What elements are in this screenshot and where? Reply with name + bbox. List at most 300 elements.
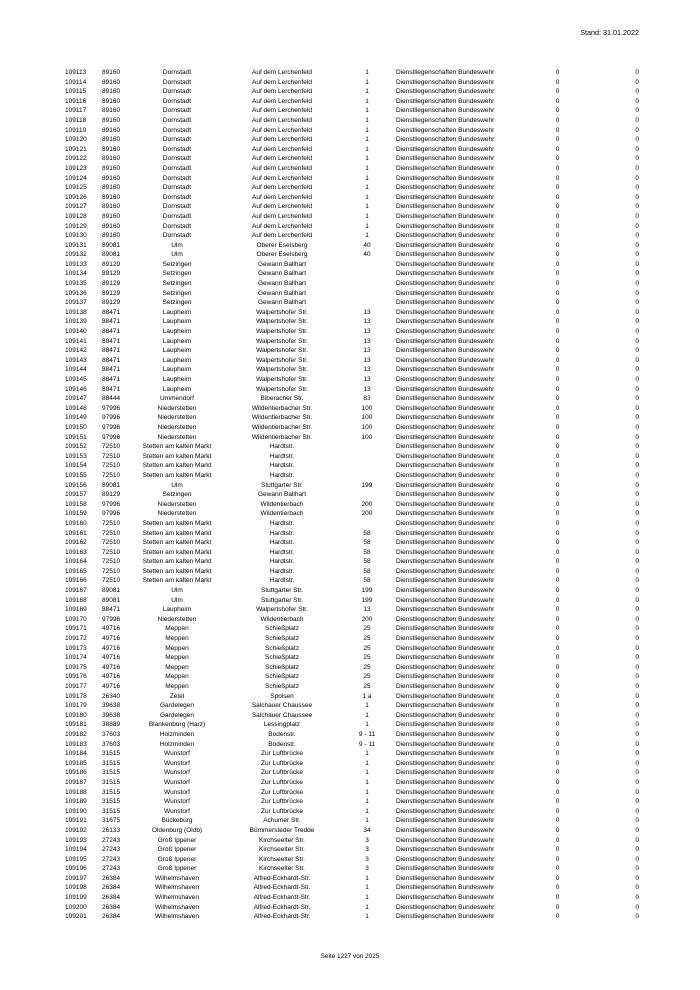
strasse-cell: Walpertshofer Str. xyxy=(256,318,308,326)
plz-cell: 72510 xyxy=(102,443,121,451)
strasse-cell: Achumer Str. xyxy=(263,817,301,825)
id-cell: 109190 xyxy=(65,807,87,815)
kategorie-cell: Dienstliegenschaften Bundeswehr xyxy=(396,903,495,911)
plz-cell: 89160 xyxy=(102,174,121,182)
table-row xyxy=(65,788,647,798)
plz-cell: 89160 xyxy=(102,193,121,201)
plz-cell: 89160 xyxy=(102,203,121,211)
table-body xyxy=(65,68,647,922)
table-row xyxy=(65,250,647,260)
wert2-cell: 0 xyxy=(635,778,639,786)
wert1-cell: 0 xyxy=(555,721,560,729)
plz-cell: 89160 xyxy=(102,136,121,144)
hausnummer-cell: 1 xyxy=(365,817,369,825)
id-cell: 109197 xyxy=(65,874,87,882)
kategorie-cell: Dienstliegenschaften Bundeswehr xyxy=(396,846,495,854)
plz-cell: 89129 xyxy=(102,299,121,307)
id-cell: 109172 xyxy=(65,635,87,643)
ort-cell: Dornstadt xyxy=(162,145,192,153)
kategorie-cell: Dienstliegenschaften Bundeswehr xyxy=(396,567,495,575)
ort-cell: Wilhelmshaven xyxy=(154,903,200,911)
ort-cell: Dornstadt xyxy=(162,69,192,76)
table-row xyxy=(65,356,647,366)
strasse-cell: Stuttgarter Str. xyxy=(261,481,303,489)
wert2-cell: 0 xyxy=(635,280,639,288)
kategorie-cell: Dienstliegenschaften Bundeswehr xyxy=(396,433,495,441)
plz-cell: 72510 xyxy=(102,558,121,566)
strasse-cell: Hardtstr. xyxy=(269,539,295,547)
kategorie-cell: Dienstliegenschaften Bundeswehr xyxy=(396,481,495,489)
strasse-cell: Auf dem Lerchenfeld xyxy=(252,155,312,163)
table-row xyxy=(65,624,647,634)
id-cell: 109115 xyxy=(65,88,87,96)
kategorie-cell: Dienstliegenschaften Bundeswehr xyxy=(396,203,495,211)
hausnummer-cell: 58 xyxy=(363,548,371,556)
wert2-cell: 0 xyxy=(635,769,639,777)
kategorie-cell: Dienstliegenschaften Bundeswehr xyxy=(396,241,495,249)
hausnummer-cell: 58 xyxy=(363,539,371,547)
wert2-cell: 0 xyxy=(635,750,639,758)
plz-cell: 31515 xyxy=(102,798,121,806)
hausnummer-cell: 199 xyxy=(361,481,373,489)
id-cell: 109187 xyxy=(65,778,87,786)
hausnummer-cell: 1 xyxy=(365,174,369,182)
hausnummer-cell: 1 xyxy=(365,193,369,201)
table-row xyxy=(65,586,647,596)
table-row xyxy=(65,164,647,174)
ort-cell: Dornstadt xyxy=(162,136,192,144)
wert1-cell: 0 xyxy=(555,193,560,201)
id-cell: 109178 xyxy=(65,692,87,700)
strasse-cell: Hardtstr. xyxy=(269,471,295,479)
plz-cell: 39638 xyxy=(102,702,121,710)
wert2-cell: 0 xyxy=(635,692,639,700)
wert1-cell: 0 xyxy=(555,702,560,710)
plz-cell: 89160 xyxy=(102,88,121,96)
plz-cell: 37603 xyxy=(102,740,121,748)
hausnummer-cell: 13 xyxy=(363,328,371,336)
ort-cell: Meppen xyxy=(165,625,189,633)
wert2-cell: 0 xyxy=(635,270,639,278)
hausnummer-cell: 1 xyxy=(365,184,369,192)
kategorie-cell: Dienstliegenschaften Bundeswehr xyxy=(396,577,495,585)
ort-cell: Stetten am kalten Markt xyxy=(142,548,212,556)
table-row xyxy=(65,442,647,452)
ort-cell: Ulm xyxy=(171,481,183,489)
kategorie-cell: Dienstliegenschaften Bundeswehr xyxy=(396,78,495,86)
id-cell: 109181 xyxy=(65,721,87,729)
wert2-cell: 0 xyxy=(635,635,639,643)
plz-cell: 89160 xyxy=(102,107,121,115)
id-cell: 109162 xyxy=(65,539,87,547)
ort-cell: Wilhelmshaven xyxy=(154,913,200,921)
kategorie-cell: Dienstliegenschaften Bundeswehr xyxy=(396,500,495,508)
kategorie-cell: Dienstliegenschaften Bundeswehr xyxy=(396,874,495,882)
id-cell: 109174 xyxy=(65,654,87,662)
ort-cell: Ulm xyxy=(171,251,183,259)
wert1-cell: 0 xyxy=(555,913,560,921)
kategorie-cell: Dienstliegenschaften Bundeswehr xyxy=(396,769,495,777)
table-row xyxy=(65,816,647,826)
table-row xyxy=(65,576,647,586)
table-row xyxy=(65,701,647,711)
id-cell: 109186 xyxy=(65,769,87,777)
plz-cell: 89160 xyxy=(102,164,121,172)
table-row xyxy=(65,663,647,673)
id-cell: 109151 xyxy=(65,433,87,441)
hausnummer-cell: 100 xyxy=(361,423,373,431)
wert2-cell: 0 xyxy=(635,251,639,259)
plz-cell: 89160 xyxy=(102,145,121,153)
wert2-cell: 0 xyxy=(635,241,639,249)
id-cell: 109165 xyxy=(65,567,87,575)
wert2-cell: 0 xyxy=(635,203,639,211)
table-row xyxy=(65,231,647,241)
table-row xyxy=(65,500,647,510)
ort-cell: Laupheim xyxy=(162,366,192,374)
page-number: Seite 1227 von 2025 xyxy=(320,953,380,960)
wert2-cell: 0 xyxy=(635,874,639,882)
ort-cell: Niederstetten xyxy=(157,404,197,412)
strasse-cell: Hardtstr. xyxy=(269,577,295,585)
table-row xyxy=(65,260,647,270)
kategorie-cell: Dienstliegenschaften Bundeswehr xyxy=(396,270,495,278)
wert1-cell: 0 xyxy=(555,423,560,431)
hausnummer-cell: 13 xyxy=(363,366,371,374)
wert1-cell: 0 xyxy=(555,730,560,738)
table-row xyxy=(65,874,647,884)
table-row xyxy=(65,519,647,529)
id-cell: 109191 xyxy=(65,817,87,825)
hausnummer-cell: 1 xyxy=(365,126,369,134)
table-row xyxy=(65,692,647,702)
strasse-cell: Hardtstr. xyxy=(269,519,295,527)
ort-cell: Wunstorf xyxy=(164,798,190,806)
strasse-cell: Auf dem Lerchenfeld xyxy=(252,222,312,230)
ort-cell: Dornstadt xyxy=(162,193,192,201)
id-cell: 109113 xyxy=(65,69,87,76)
table-row xyxy=(65,730,647,740)
hausnummer-cell: 1 xyxy=(365,913,369,921)
wert1-cell: 0 xyxy=(555,654,560,662)
ort-cell: Gardelegen xyxy=(160,711,194,719)
id-cell: 109157 xyxy=(65,491,87,499)
wert2-cell: 0 xyxy=(635,376,639,383)
kategorie-cell: Dienstliegenschaften Bundeswehr xyxy=(396,750,495,758)
hausnummer-cell: 1 xyxy=(365,155,369,163)
wert2-cell: 0 xyxy=(635,136,639,144)
wert1-cell: 0 xyxy=(555,539,560,547)
table-row xyxy=(65,461,647,471)
wert1-cell: 0 xyxy=(555,116,560,124)
wert1-cell: 0 xyxy=(555,778,560,786)
id-cell: 109153 xyxy=(65,452,87,460)
plz-cell: 89160 xyxy=(102,184,121,192)
table-row xyxy=(65,903,647,913)
data-table xyxy=(65,68,647,922)
wert2-cell: 0 xyxy=(635,385,639,393)
wert2-cell: 0 xyxy=(635,606,639,614)
table-row xyxy=(65,893,647,903)
strasse-cell: Zur Luftbrücke xyxy=(261,798,303,806)
wert2-cell: 0 xyxy=(635,69,639,76)
plz-cell: 89160 xyxy=(102,126,121,134)
wert1-cell: 0 xyxy=(555,865,560,873)
ort-cell: Dornstadt xyxy=(162,222,192,230)
kategorie-cell: Dienstliegenschaften Bundeswehr xyxy=(396,337,495,345)
wert1-cell: 0 xyxy=(555,366,560,374)
ort-cell: Laupheim xyxy=(162,376,192,383)
strasse-cell: Spolsen xyxy=(270,692,294,700)
table-row xyxy=(65,672,647,682)
id-cell: 109158 xyxy=(65,500,87,508)
kategorie-cell: Dienstliegenschaften Bundeswehr xyxy=(396,615,495,623)
wert1-cell: 0 xyxy=(555,481,560,489)
id-cell: 109148 xyxy=(65,404,87,412)
hausnummer-cell: 25 xyxy=(363,673,371,681)
wert1-cell: 0 xyxy=(555,788,560,796)
plz-cell: 88471 xyxy=(102,318,121,326)
wert2-cell: 0 xyxy=(635,308,639,316)
ort-cell: Wunstorf xyxy=(164,807,190,815)
ort-cell: Setzingen xyxy=(162,260,192,268)
wert2-cell: 0 xyxy=(635,673,639,681)
wert1-cell: 0 xyxy=(555,404,560,412)
hausnummer-cell: 1 xyxy=(365,778,369,786)
hausnummer-cell xyxy=(352,452,382,462)
strasse-cell: Auf dem Lerchenfeld xyxy=(252,78,312,86)
hausnummer-cell: 58 xyxy=(363,577,371,585)
wert2-cell: 0 xyxy=(635,798,639,806)
table-row xyxy=(65,538,647,548)
wert2-cell: 0 xyxy=(635,174,639,182)
wert2-cell: 0 xyxy=(635,145,639,153)
kategorie-cell: Dienstliegenschaften Bundeswehr xyxy=(396,730,495,738)
plz-cell: 26340 xyxy=(102,692,121,700)
wert1-cell: 0 xyxy=(555,807,560,815)
hausnummer-cell: 100 xyxy=(361,404,373,412)
plz-cell: 31515 xyxy=(102,778,121,786)
strasse-cell: Auf dem Lerchenfeld xyxy=(252,174,312,182)
wert2-cell: 0 xyxy=(635,826,639,834)
kategorie-cell: Dienstliegenschaften Bundeswehr xyxy=(396,385,495,393)
hausnummer-cell: 13 xyxy=(363,347,371,355)
id-cell: 109134 xyxy=(65,270,87,278)
hausnummer-cell xyxy=(352,298,382,308)
ort-cell: Wilhelmshaven xyxy=(154,874,200,882)
ort-cell: Stetten am kalten Markt xyxy=(142,567,212,575)
wert2-cell: 0 xyxy=(635,481,639,489)
hausnummer-cell: 25 xyxy=(363,644,371,652)
wert1-cell: 0 xyxy=(555,529,560,537)
wert1-cell: 0 xyxy=(555,769,560,777)
kategorie-cell: Dienstliegenschaften Bundeswehr xyxy=(396,452,495,460)
kategorie-cell: Dienstliegenschaften Bundeswehr xyxy=(396,347,495,355)
kategorie-cell: Dienstliegenschaften Bundeswehr xyxy=(396,136,495,144)
kategorie-cell: Dienstliegenschaften Bundeswehr xyxy=(396,251,495,259)
ort-cell: Dornstadt xyxy=(162,155,192,163)
table-row xyxy=(65,509,647,519)
plz-cell: 89081 xyxy=(102,596,121,604)
wert1-cell: 0 xyxy=(555,491,560,499)
hausnummer-cell: 1 xyxy=(365,711,369,719)
strasse-cell: Kirchseelter Str. xyxy=(259,855,305,863)
wert1-cell: 0 xyxy=(555,587,560,595)
wert1-cell: 0 xyxy=(555,606,560,614)
table-row xyxy=(65,116,647,126)
id-cell: 109164 xyxy=(65,558,87,566)
table-row xyxy=(65,298,647,308)
kategorie-cell: Dienstliegenschaften Bundeswehr xyxy=(396,308,495,316)
kategorie-cell: Dienstliegenschaften Bundeswehr xyxy=(396,212,495,220)
wert2-cell: 0 xyxy=(635,654,639,662)
kategorie-cell: Dienstliegenschaften Bundeswehr xyxy=(396,587,495,595)
strasse-cell: Auf dem Lerchenfeld xyxy=(252,145,312,153)
strasse-cell: Walpertshofer Str. xyxy=(256,347,308,355)
plz-cell: 88471 xyxy=(102,328,121,336)
wert1-cell: 0 xyxy=(555,299,560,307)
hausnummer-cell: 3 xyxy=(365,846,369,854)
hausnummer-cell: 1 xyxy=(365,88,369,96)
plz-cell: 26384 xyxy=(102,884,121,892)
kategorie-cell: Dienstliegenschaften Bundeswehr xyxy=(396,855,495,863)
hausnummer-cell: 1 xyxy=(365,232,369,240)
hausnummer-cell: 83 xyxy=(363,395,371,403)
ort-cell: Dornstadt xyxy=(162,203,192,211)
ort-cell: Meppen xyxy=(165,663,189,671)
kategorie-cell: Dienstliegenschaften Bundeswehr xyxy=(396,414,495,422)
strasse-cell: Auf dem Lerchenfeld xyxy=(252,203,312,211)
id-cell: 109180 xyxy=(65,711,87,719)
ort-cell: Dornstadt xyxy=(162,78,192,86)
id-cell: 109121 xyxy=(65,145,87,153)
hausnummer-cell: 13 xyxy=(363,337,371,345)
wert1-cell: 0 xyxy=(555,855,560,863)
id-cell: 109192 xyxy=(65,826,87,834)
wert1-cell: 0 xyxy=(555,318,560,326)
ort-cell: Laupheim xyxy=(162,308,192,316)
wert1-cell: 0 xyxy=(555,107,560,115)
plz-cell: 27243 xyxy=(102,836,121,844)
wert1-cell: 0 xyxy=(555,328,560,336)
kategorie-cell: Dienstliegenschaften Bundeswehr xyxy=(396,711,495,719)
table-row xyxy=(65,404,647,414)
table-row xyxy=(65,749,647,759)
kategorie-cell: Dienstliegenschaften Bundeswehr xyxy=(396,97,495,105)
wert1-cell: 0 xyxy=(555,519,560,527)
kategorie-cell: Dienstliegenschaften Bundeswehr xyxy=(396,471,495,479)
table-row xyxy=(65,596,647,606)
table-row xyxy=(65,634,647,644)
plz-cell: 72510 xyxy=(102,548,121,556)
kategorie-cell: Dienstliegenschaften Bundeswehr xyxy=(396,817,495,825)
hausnummer-cell: 25 xyxy=(363,683,371,690)
table-row xyxy=(65,720,647,730)
id-cell: 109152 xyxy=(65,443,87,451)
plz-cell: 88471 xyxy=(102,606,121,614)
wert2-cell: 0 xyxy=(635,78,639,86)
kategorie-cell: Dienstliegenschaften Bundeswehr xyxy=(396,184,495,192)
wert1-cell: 0 xyxy=(555,443,560,451)
table-row xyxy=(65,154,647,164)
hausnummer-cell: 1 xyxy=(365,874,369,882)
id-cell: 109161 xyxy=(65,529,87,537)
wert2-cell: 0 xyxy=(635,88,639,96)
table-row xyxy=(65,423,647,433)
plz-cell: 37603 xyxy=(102,730,121,738)
id-cell: 109114 xyxy=(65,78,87,86)
table-row xyxy=(65,653,647,663)
strasse-cell: Auf dem Lerchenfeld xyxy=(252,232,312,240)
strasse-cell: Walpertshofer Str. xyxy=(256,366,308,374)
hausnummer-cell xyxy=(352,519,382,529)
table-row xyxy=(65,385,647,395)
plz-cell: 31515 xyxy=(102,750,121,758)
kategorie-cell: Dienstliegenschaften Bundeswehr xyxy=(396,596,495,604)
wert2-cell: 0 xyxy=(635,846,639,854)
table-row xyxy=(65,826,647,836)
strasse-cell: Auf dem Lerchenfeld xyxy=(252,69,312,76)
ort-cell: Setzingen xyxy=(162,289,192,297)
id-cell: 109145 xyxy=(65,376,87,383)
strasse-cell: Hardtstr. xyxy=(269,567,295,575)
id-cell: 109159 xyxy=(65,510,87,518)
hausnummer-cell: 9 - 11 xyxy=(358,740,376,748)
hausnummer-cell: 1 xyxy=(365,136,369,144)
kategorie-cell: Dienstliegenschaften Bundeswehr xyxy=(396,702,495,710)
hausnummer-cell: 200 xyxy=(361,510,373,518)
ort-cell: Wunstorf xyxy=(164,769,190,777)
table-row xyxy=(65,78,647,88)
wert2-cell: 0 xyxy=(635,452,639,460)
id-cell: 109150 xyxy=(65,423,87,431)
ort-cell: Setzingen xyxy=(162,280,192,288)
wert2-cell: 0 xyxy=(635,711,639,719)
wert1-cell: 0 xyxy=(555,251,560,259)
table-row xyxy=(65,375,647,385)
kategorie-cell: Dienstliegenschaften Bundeswehr xyxy=(396,539,495,547)
hausnummer-cell: 13 xyxy=(363,376,371,383)
id-cell: 109188 xyxy=(65,788,87,796)
plz-cell: 26384 xyxy=(102,894,121,902)
wert1-cell: 0 xyxy=(555,78,560,86)
plz-cell: 89081 xyxy=(102,241,121,249)
ort-cell: Meppen xyxy=(165,683,189,690)
table-row xyxy=(65,711,647,721)
hausnummer-cell: 1 xyxy=(365,203,369,211)
strasse-cell: Walpertshofer Str. xyxy=(256,308,308,316)
wert1-cell: 0 xyxy=(555,711,560,719)
wert1-cell: 0 xyxy=(555,126,560,134)
table-row xyxy=(65,68,647,78)
plz-cell: 89160 xyxy=(102,97,121,105)
plz-cell: 49716 xyxy=(102,663,121,671)
wert2-cell: 0 xyxy=(635,740,639,748)
plz-cell: 89160 xyxy=(102,222,121,230)
hausnummer-cell xyxy=(352,471,382,481)
ort-cell: Setzingen xyxy=(162,491,192,499)
ort-cell: Niederstetten xyxy=(157,414,197,422)
ort-cell: Wunstorf xyxy=(164,759,190,767)
strasse-cell: Hardtstr. xyxy=(269,558,295,566)
id-cell: 109160 xyxy=(65,519,87,527)
strasse-cell: Auf dem Lerchenfeld xyxy=(252,212,312,220)
table-row xyxy=(65,327,647,337)
plz-cell: 49716 xyxy=(102,635,121,643)
wert2-cell: 0 xyxy=(635,759,639,767)
plz-cell: 88471 xyxy=(102,337,121,345)
table-row xyxy=(65,145,647,155)
